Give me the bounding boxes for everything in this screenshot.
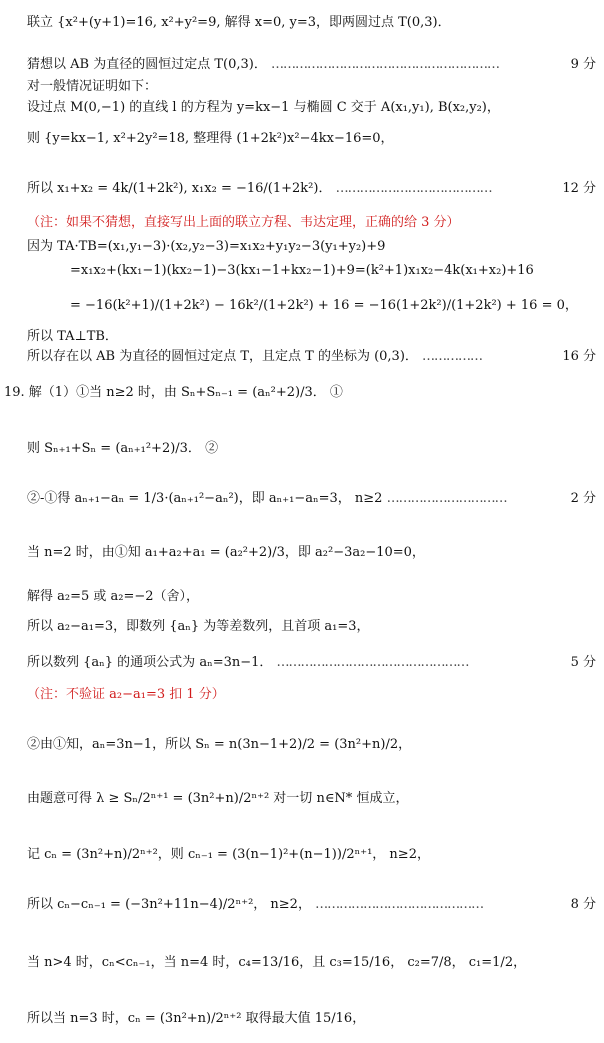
score-15: 2 分: [570, 491, 596, 506]
line-15-text: ②-①得 aₙ₊₁−aₙ = 1/3·(aₙ₊₁²−aₙ²)，即 aₙ₊₁−aₙ=3， n≥2: [27, 491, 383, 506]
line-5-text: 则 {y=kx−1, x²+2y²=18, 整理得 (1+2k²)x²−4kx−16=0，: [27, 131, 394, 146]
line-4: [27, 99, 596, 117]
line-16: [27, 544, 596, 562]
line-14: [27, 440, 596, 458]
line-5: [27, 130, 596, 148]
score-24: 8 分: [570, 897, 596, 912]
line-7-note: [27, 214, 596, 232]
line-12-text: 所以存在以 AB 为直径的圆恒过定点 T，且定点 T 的坐标为 (0,3)．: [27, 349, 418, 364]
line-17: [27, 588, 596, 606]
line-9: [70, 262, 596, 280]
line-10-text: = −16(k²+1)/(1+2k²) − 16k²/(1+2k²) + 16 = −16(1+2k²)/(1+2k²) + 16 = 0，: [70, 298, 578, 313]
line-6: 所以 x₁+x₂ = 4k/(1+2k²), x₁x₂ = −16/(1+2k²)． ………………………………… 12 分: [27, 181, 596, 196]
line-11-text: 所以 TA⊥TB．: [27, 329, 118, 344]
line-24: 所以 cₙ−cₙ₋₁ = (−3n²+11n−4)/2ⁿ⁺²， n≥2， …………………………………… 8 分: [27, 897, 596, 912]
line-23: [27, 846, 596, 864]
line-20-note: [27, 686, 596, 704]
line-9-text: =x₁x₂+(kx₁−1)(kx₂−1)−3(kx₁−1+kx₂−1)+9=(k²+1)x₁x₂−4k(x₁+x₂)+16: [70, 263, 534, 278]
line-21-text: ②由①知，aₙ=3n−1，所以 Sₙ = n(3n−1+2)/2 = (3n²+n)/2，: [27, 737, 412, 752]
line-26: [27, 1010, 596, 1028]
line-18: [27, 618, 596, 636]
line-2: 猜想以 AB 为直径的圆恒过定点 T(0,3)． ………………………………………………… 9 分: [27, 57, 596, 72]
line-17-text: 解得 a₂=5 或 a₂=−2（舍），: [27, 589, 200, 604]
line-4-text: 设过点 M(0,−1) 的直线 l 的方程为 y=kx−1 与椭圆 C 交于 A(x₁,y₁), B(x₂,y₂)，: [27, 100, 500, 115]
score-19: 5 分: [570, 655, 596, 670]
line-3: [27, 78, 596, 96]
line-6-text: 所以 x₁+x₂ = 4k/(1+2k²), x₁x₂ = −16/(1+2k²)．: [27, 181, 332, 196]
line-21: [27, 736, 596, 754]
line-18-text: 所以 a₂−a₁=3，即数列 {aₙ} 为等差数列，且首项 a₁=3，: [27, 619, 370, 634]
line-14-text: 则 Sₙ₊₁+Sₙ = (aₙ₊₁²+2)/3． ②: [27, 441, 219, 456]
line-19-text: 所以数列 {aₙ} 的通项公式为 aₙ=3n−1．: [27, 655, 273, 670]
line-13: [4, 384, 596, 402]
line-24-text: 所以 cₙ−cₙ₋₁ = (−3n²+11n−4)/2ⁿ⁺²， n≥2，: [27, 897, 311, 912]
score-2: 9 分: [570, 57, 596, 72]
line-8: [27, 238, 596, 256]
line-7-text: （注：如果不猜想，直接写出上面的联立方程、韦达定理，正确的给 3 分）: [27, 215, 460, 230]
line-25-text: 当 n>4 时，cₙ<cₙ₋₁，当 n=4 时，c₄=13/16，且 c₃=15/16， c₂=7/8， c₁=1/2，: [27, 955, 527, 970]
line-22-text: 由题意可得 λ ≥ Sₙ/2ⁿ⁺¹ = (3n²+n)/2ⁿ⁺² 对一切 n∈N* 恒成立，: [27, 791, 409, 806]
score-12: 16 分: [562, 349, 596, 364]
line-13-text: 19. 解（1）①当 n≥2 时，由 Sₙ+Sₙ₋₁ = (aₙ²+2)/3． ①: [4, 385, 343, 400]
line-3-text: 对一般情况证明如下：: [27, 79, 158, 94]
score-6: 12 分: [562, 181, 596, 196]
line-16-text: 当 n=2 时，由①知 a₁+a₂+a₁ = (a₂²+2)/3，即 a₂²−3a₂−10=0，: [27, 545, 425, 560]
line-15: ②-①得 aₙ₊₁−aₙ = 1/3·(aₙ₊₁²−aₙ²)，即 aₙ₊₁−aₙ=3， n≥2 ………………………… 2 分: [27, 491, 596, 506]
line-11: [27, 328, 596, 346]
line-12: 所以存在以 AB 为直径的圆恒过定点 T，且定点 T 的坐标为 (0,3)． …………… 16 分: [27, 349, 596, 364]
line-10: [70, 297, 596, 315]
line-25: [27, 954, 596, 972]
line-1: [27, 14, 596, 32]
line-23-text: 记 cₙ = (3n²+n)/2ⁿ⁺²，则 cₙ₋₁ = (3(n−1)²+(n−1))/2ⁿ⁺¹， n≥2，: [27, 847, 430, 862]
line-8-text: 因为 TA·TB=(x₁,y₁−3)·(x₂,y₂−3)=x₁x₂+y₁y₂−3(y₁+y₂)+9: [27, 239, 386, 254]
line-20-text: （注：不验证 a₂−a₁=3 扣 1 分）: [27, 687, 225, 702]
line-1-text: 联立 {x²+(y+1)=16, x²+y²=9, 解得 x=0, y=3，即两圆过点 T(0,3)．: [27, 15, 451, 30]
line-2-text: 猜想以 AB 为直径的圆恒过定点 T(0,3)．: [27, 57, 267, 72]
line-22: [27, 790, 596, 808]
line-26-text: 所以当 n=3 时，cₙ = (3n²+n)/2ⁿ⁺² 取得最大值 15/16，: [27, 1011, 366, 1026]
line-19: 所以数列 {aₙ} 的通项公式为 aₙ=3n−1． ………………………………………… 5 分: [27, 655, 596, 670]
